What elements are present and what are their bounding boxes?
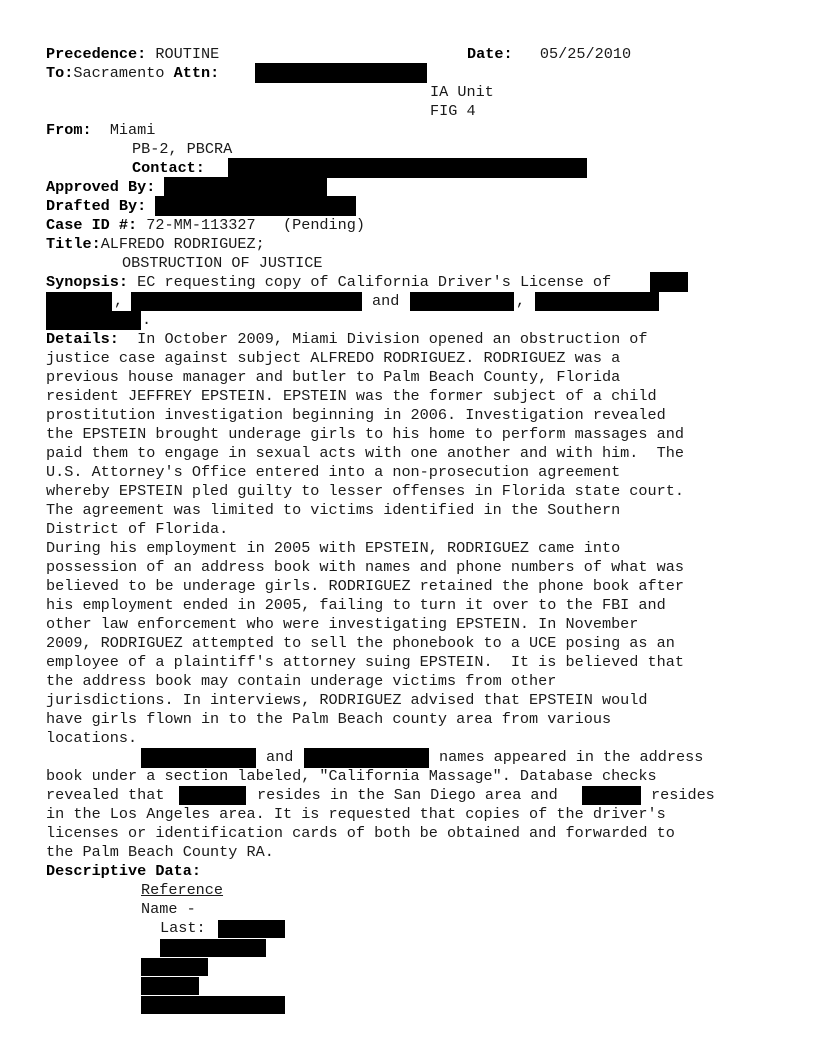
redaction-attn bbox=[255, 63, 427, 83]
redaction-drafted bbox=[155, 196, 356, 216]
case-line bbox=[46, 216, 365, 235]
redaction-contact bbox=[228, 158, 587, 178]
approved-label: Approved By: bbox=[46, 178, 156, 196]
details-line-14: his employment ended in 2005, failing to turn it over to the FBI and bbox=[46, 596, 666, 614]
details-line-4: prostitution investigation beginning in 2006. Investigation revealed bbox=[46, 406, 666, 424]
case-label: Case ID #: bbox=[46, 216, 138, 234]
from-value: Miami bbox=[109, 121, 156, 139]
precedence-line bbox=[46, 45, 219, 64]
details-line-1: justice case against subject ALFREDO RODRIGUEZ. RODRIGUEZ was a bbox=[46, 349, 621, 367]
synopsis-label: Synopsis: bbox=[46, 273, 129, 291]
details-line-21: locations. bbox=[46, 729, 138, 747]
synopsis-line bbox=[46, 273, 611, 292]
from-sub: PB-2, PBCRA bbox=[132, 140, 233, 158]
date-value: 05/25/2010 bbox=[539, 45, 632, 63]
details-text-0: In October 2009, Miami Division opened an obstruction of bbox=[118, 330, 648, 348]
redaction-name-4 bbox=[582, 786, 641, 805]
title-value-1: ALFREDO RODRIGUEZ; bbox=[100, 235, 265, 253]
drafted-label: Drafted By: bbox=[46, 197, 147, 215]
details-line-15: other law enforcement who were investigating EPSTEIN. In November bbox=[46, 615, 639, 633]
date-line bbox=[467, 45, 631, 64]
precedence-label: Precedence: bbox=[46, 45, 147, 63]
redaction-name-1 bbox=[141, 748, 256, 768]
reference-label: Reference bbox=[141, 881, 224, 899]
redaction-synopsis-3 bbox=[131, 292, 362, 311]
synopsis-comma-1: , bbox=[114, 292, 124, 310]
details-line-5: the EPSTEIN brought underage girls to his home to perform massages and bbox=[46, 425, 684, 443]
title-value-2: OBSTRUCTION OF JUSTICE bbox=[122, 254, 323, 272]
redaction-synopsis-5 bbox=[535, 292, 659, 311]
p3-line-5: licenses or identification cards of both be obtained and forwarded to bbox=[46, 824, 675, 842]
title-label: Title: bbox=[46, 235, 101, 253]
p3-line-3c: resides bbox=[651, 786, 715, 804]
details-label: Details: bbox=[46, 330, 119, 348]
to-value: Sacramento bbox=[73, 64, 165, 82]
redaction-synopsis-6 bbox=[46, 311, 141, 330]
redaction-synopsis-4 bbox=[410, 292, 514, 311]
details-line-0 bbox=[46, 330, 648, 349]
redaction-name-2 bbox=[304, 748, 429, 768]
p3-line-3a: revealed that bbox=[46, 786, 165, 804]
attn-unit: IA Unit bbox=[430, 83, 494, 101]
details-line-16: 2009, RODRIGUEZ attempted to sell the phonebook to a UCE posing as an bbox=[46, 634, 675, 652]
details-line-11: During his employment in 2005 with EPSTEIN, RODRIGUEZ came into bbox=[46, 539, 621, 557]
details-line-8: whereby EPSTEIN pled guilty to lesser offenses in Florida state court. bbox=[46, 482, 684, 500]
redaction-approved bbox=[164, 177, 327, 197]
redaction-synopsis-1 bbox=[650, 272, 688, 292]
descriptive-label: Descriptive Data: bbox=[46, 862, 201, 880]
name-label: Name - bbox=[141, 900, 196, 918]
last-label: Last: bbox=[160, 919, 206, 937]
to-line bbox=[46, 64, 219, 83]
attn-label: Attn: bbox=[173, 64, 220, 82]
from-line bbox=[46, 121, 155, 140]
synopsis-text: EC requesting copy of California Driver's License of bbox=[137, 273, 612, 291]
p3-tail: names appeared in the address bbox=[439, 748, 704, 766]
redaction-name-3 bbox=[179, 786, 246, 805]
p3-and: and bbox=[266, 748, 294, 766]
p3-line-3b: resides in the San Diego area and bbox=[257, 786, 558, 804]
p3-line-2: book under a section labeled, "California Massage". Database checks bbox=[46, 767, 657, 785]
details-line-7: U.S. Attorney's Office entered into a non-prosecution agreement bbox=[46, 463, 621, 481]
title-line bbox=[46, 235, 265, 254]
details-line-17: employee of a plaintiff's attorney suing EPSTEIN. It is believed that bbox=[46, 653, 684, 671]
contact-label: Contact: bbox=[132, 159, 205, 177]
details-line-20: have girls flown in to the Palm Beach county area from various bbox=[46, 710, 612, 728]
p3-line-6: the Palm Beach County RA. bbox=[46, 843, 274, 861]
details-line-18: the address book may contain underage victims from other bbox=[46, 672, 557, 690]
redaction-desc-3 bbox=[141, 977, 199, 995]
synopsis-period: . bbox=[142, 311, 152, 329]
details-line-10: District of Florida. bbox=[46, 520, 229, 538]
details-line-12: possession of an address book with names and phone numbers of what was bbox=[46, 558, 684, 576]
redaction-desc-4 bbox=[141, 996, 285, 1014]
to-label: To: bbox=[46, 64, 74, 82]
from-label: From: bbox=[46, 121, 92, 139]
p3-line-4: in the Los Angeles area. It is requested that copies of the driver's bbox=[46, 805, 666, 823]
details-line-9: The agreement was limited to victims identified in the Southern bbox=[46, 501, 621, 519]
synopsis-and: and bbox=[372, 292, 400, 310]
date-label: Date: bbox=[467, 45, 513, 63]
precedence-value: ROUTINE bbox=[155, 45, 220, 63]
details-line-3: resident JEFFREY EPSTEIN. EPSTEIN was the former subject of a child bbox=[46, 387, 657, 405]
redaction-synopsis-2 bbox=[46, 292, 112, 311]
redaction-last bbox=[218, 920, 285, 938]
attn-fig: FIG 4 bbox=[430, 102, 476, 120]
details-line-19: jurisdictions. In interviews, RODRIGUEZ advised that EPSTEIN would bbox=[46, 691, 648, 709]
details-line-2: previous house manager and butler to Palm Beach County, Florida bbox=[46, 368, 621, 386]
redaction-desc-2 bbox=[141, 958, 208, 976]
details-line-13: believed to be underage girls. RODRIGUEZ retained the phone book after bbox=[46, 577, 684, 595]
synopsis-comma-2: , bbox=[516, 292, 526, 310]
case-value: 72-MM-113327 (Pending) bbox=[146, 216, 366, 234]
redaction-desc-1 bbox=[160, 939, 266, 957]
details-line-6: paid them to engage in sexual acts with one another and with him. The bbox=[46, 444, 684, 462]
